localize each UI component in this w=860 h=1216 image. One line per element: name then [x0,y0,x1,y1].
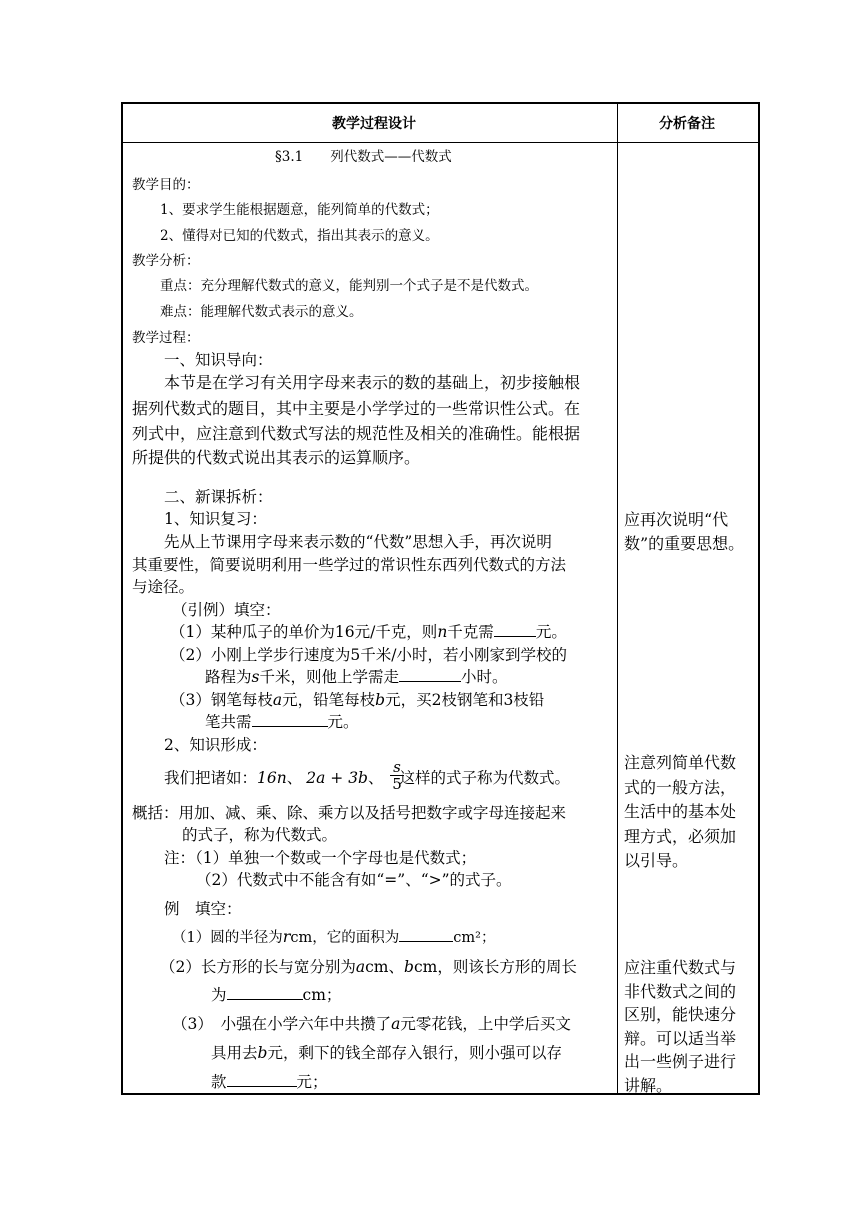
objectives-heading: 教学目的： [132,177,200,193]
objective-item: 1、要求学生能根据题意，能列简单的代数式； [160,202,439,218]
answer-blank[interactable] [252,712,328,727]
form-title: 2、知识形成： [164,736,267,754]
review-title: 1、知识复习： [164,510,267,528]
process-heading: 教学过程： [132,330,200,346]
question-3-line2: 具用去b元，剩下的钱全部存入银行，则小强可以存 [211,1044,562,1062]
answer-blank[interactable] [494,622,536,637]
answer-blank[interactable] [227,1072,297,1087]
answer-blank[interactable] [399,667,461,682]
header-left: 教学过程设计 [332,116,416,132]
note-line: 注：（1）单独一个数或一个字母也是代数式； [164,849,477,867]
part1-line: 本节是在学习有关用字母来表示的数的基础上，初步接触根 [164,373,581,392]
summary-line: 概括：用加、减、乘、除、乘方以及括号把数字或字母连接起来 [132,804,567,822]
example-3-line1: （3）钢笔每枝a元，铅笔每枝b元，买2枝钢笔和3枝铅 [170,691,545,709]
question-2-line1: （2）长方形的长与宽分别为acm、bcm，则该长方形的周长 [160,958,577,976]
analysis-key: 重点：充分理解代数式的意义，能判别一个式子是不是代数式。 [160,278,538,294]
note-b: 注意列简单代数 式的一般方法， 生活中的基本处 理方式，必须加 以引导。 [624,753,737,870]
part1-line: 所提供的代数式说出其表示的运算顺序。 [132,448,421,467]
fraction: $\frac{s}{5}$ [390,759,404,792]
objective-item: 2、懂得对已知的代数式，指出其表示的意义。 [160,228,439,244]
review-line: 与途径。 [132,578,195,596]
example-3-line2: 笔共需 元。 [205,713,359,731]
analysis-difficulty: 难点：能理解代数式表示的意义。 [160,304,363,320]
header-divider [123,142,758,143]
intro-example: （引例）填空： [172,601,281,619]
example-2-line1: （2）小刚上学步行速度为5千米/小时，若小刚家到学校的 [170,646,567,664]
example-1: （1）某种瓜子的单价为16元/千克，则n千克需 元。 [170,623,567,641]
part1-line: 列式中，应注意到代数式写法的规范性及相关的准确性。能根据 [132,424,581,443]
answer-blank[interactable] [399,927,453,942]
review-line: 先从上节课用字母来表示数的“代数”思想入手，再次说明 [164,533,552,551]
note-a: 应再次说明“代 数”的重要思想。 [624,510,745,553]
definition-line: 我们把诸如：16n、 2a + 3b、 这样的式子称为代数式。 [164,769,571,787]
question-3-line3: 款 元； [211,1073,328,1091]
note-c: 应注重代数式与 非代数式之间的 区别，能快速分 辩。可以适当举 出一些例子进行 讲解。 [624,958,737,1095]
note-line: （2）代数式中不能含有如“=”、“>”的式子。 [196,871,512,889]
example-2-line2: 路程为s千米，则他上学需走 小时。 [205,668,508,686]
column-divider [617,104,618,1093]
part2-title: 二、新课拆析： [164,488,273,506]
part1-line: 据列代数式的题目，其中主要是小学学过的一些常识性公式。在 [132,399,581,418]
question-1: （1）圆的半径为rcm，它的面积为 cm²； [172,927,496,946]
summary-line: 的式子，称为代数式。 [182,826,338,844]
example-title: 例 填空： [164,900,242,918]
question-3-line1: （3） 小强在小学六年中共攒了a元零花钱，上中学后买文 [172,1015,571,1033]
part1-title: 一、知识导向： [164,351,273,369]
section-title: §3.1 列代数式——代数式 [275,149,452,165]
question-2-line2: 为 cm； [211,986,342,1004]
review-line: 其重要性，简要说明利用一些学过的常识性东西列代数式的方法 [132,556,567,574]
header-right: 分析备注 [659,116,715,132]
analysis-heading: 教学分析： [132,253,200,269]
answer-blank[interactable] [227,985,303,1000]
